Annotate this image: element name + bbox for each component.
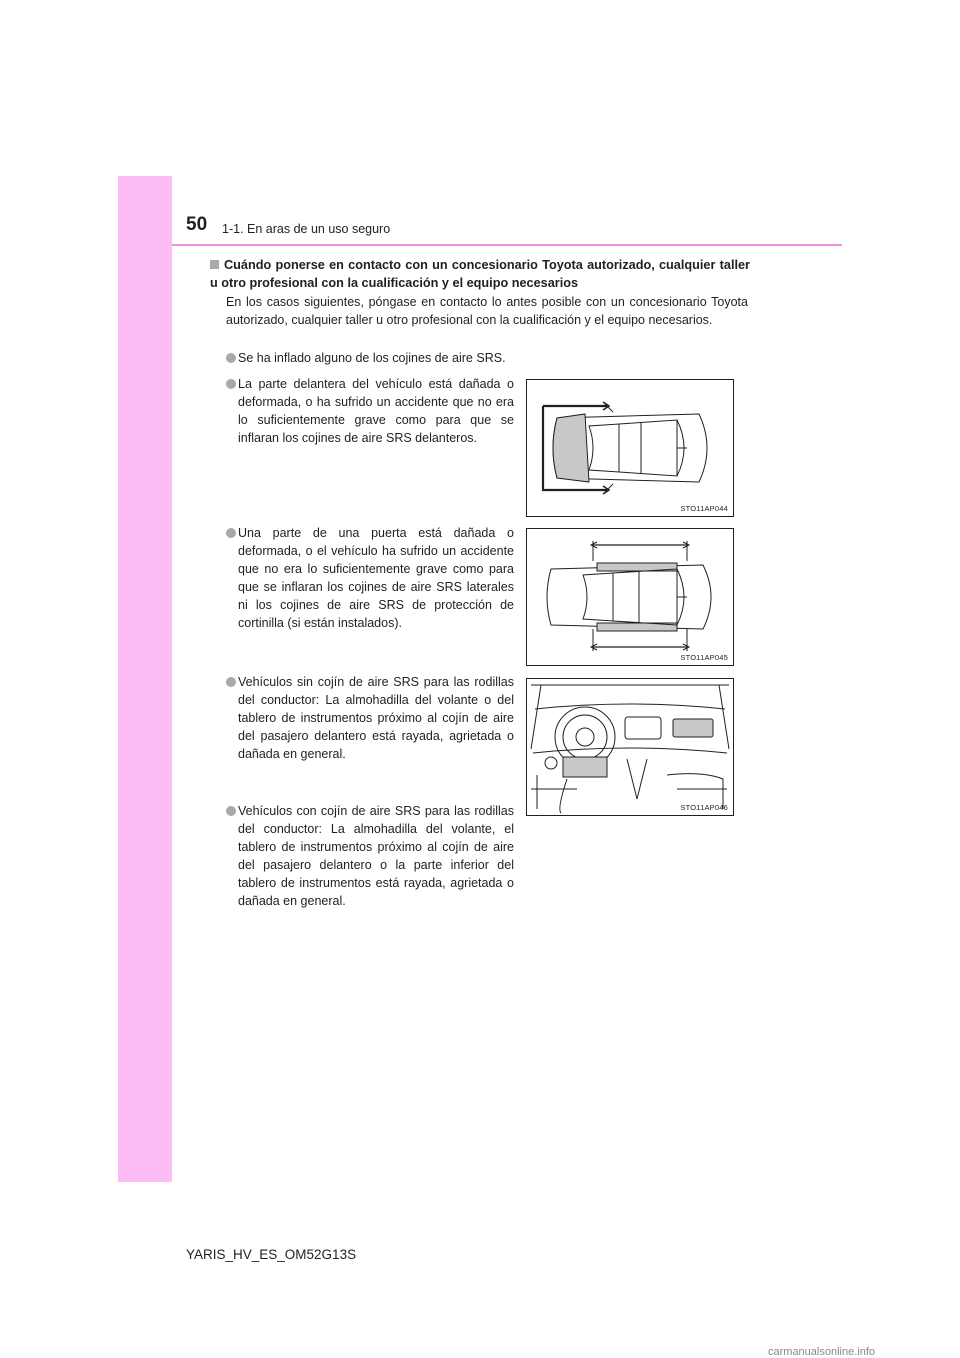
- list-item: [226, 524, 514, 632]
- car-top-view-front-damage-icon: [527, 380, 733, 516]
- heading-square-icon: [210, 260, 219, 269]
- list-item-text: Una parte de una puerta está dañada o deformada, o el vehículo ha sufrido un accidente que no era lo suficientemente grave como para que se inflaran los cojines de aire SRS laterales ni los cojines de aire SRS de protección de cortinilla (si están instalados).: [238, 526, 514, 630]
- document-code: YARIS_HV_ES_OM52G13S: [186, 1247, 357, 1262]
- list-item-text: La parte delantera del vehículo está dañada o deformada, o ha sufrido un accidente que no era lo suficientemente grave como para que se inflaran los cojines de aire SRS delanteros.: [238, 377, 514, 445]
- header-divider: [172, 244, 842, 246]
- figure-code: STO11AP046: [680, 803, 728, 812]
- list-item-text: Vehículos sin cojín de aire SRS para las rodillas del conductor: La almohadilla del volante o del tablero de instrumentos próximo al cojín de aire del pasajero delantero está rayada, agrietada o dañada en general.: [238, 675, 514, 761]
- bullet-dot-icon: [226, 806, 236, 816]
- figure-dashboard: [526, 678, 734, 816]
- section-title: 1-1. En aras de un uso seguro: [222, 222, 391, 236]
- bullet-dot-icon: [226, 353, 236, 363]
- figure-code: STO11AP045: [680, 653, 728, 662]
- chapter-tab-band: [118, 176, 172, 1182]
- car-top-view-side-damage-icon: [527, 529, 733, 665]
- page-number: 50: [186, 214, 208, 235]
- list-item: [226, 802, 514, 910]
- list-item-text: Se ha inflado alguno de los cojines de aire SRS.: [238, 351, 506, 365]
- figure-code: STO11AP044: [680, 504, 728, 513]
- list-item: [226, 673, 514, 763]
- section-heading: [210, 256, 750, 292]
- watermark: carmanualsonline.info: [768, 1346, 876, 1358]
- section-heading-text: Cuándo ponerse en contacto con un concesionario Toyota autorizado, cualquier taller u otro profesional con la cualificación y el equipo necesarios: [210, 258, 750, 290]
- list-item: [226, 349, 748, 367]
- figure-front-damage: [526, 379, 734, 517]
- bullet-dot-icon: [226, 677, 236, 687]
- list-item-text: Vehículos con cojín de aire SRS para las rodillas del conductor: La almohadilla del volante, el tablero de instrumentos próximo al cojín de aire del pasajero delantero o la parte inferior del tablero de instrumentos está rayada, agrietada o dañada en general.: [238, 804, 514, 908]
- list-item: [226, 375, 514, 447]
- intro-paragraph: En los casos siguientes, póngase en contacto lo antes posible con un concesionario Toyota autorizado, cualquier taller u otro profesional con la cualificación y el equipo necesarios.: [226, 295, 748, 327]
- bullet-dot-icon: [226, 528, 236, 538]
- car-dashboard-interior-icon: [527, 679, 733, 815]
- bullet-dot-icon: [226, 379, 236, 389]
- figure-side-damage: [526, 528, 734, 666]
